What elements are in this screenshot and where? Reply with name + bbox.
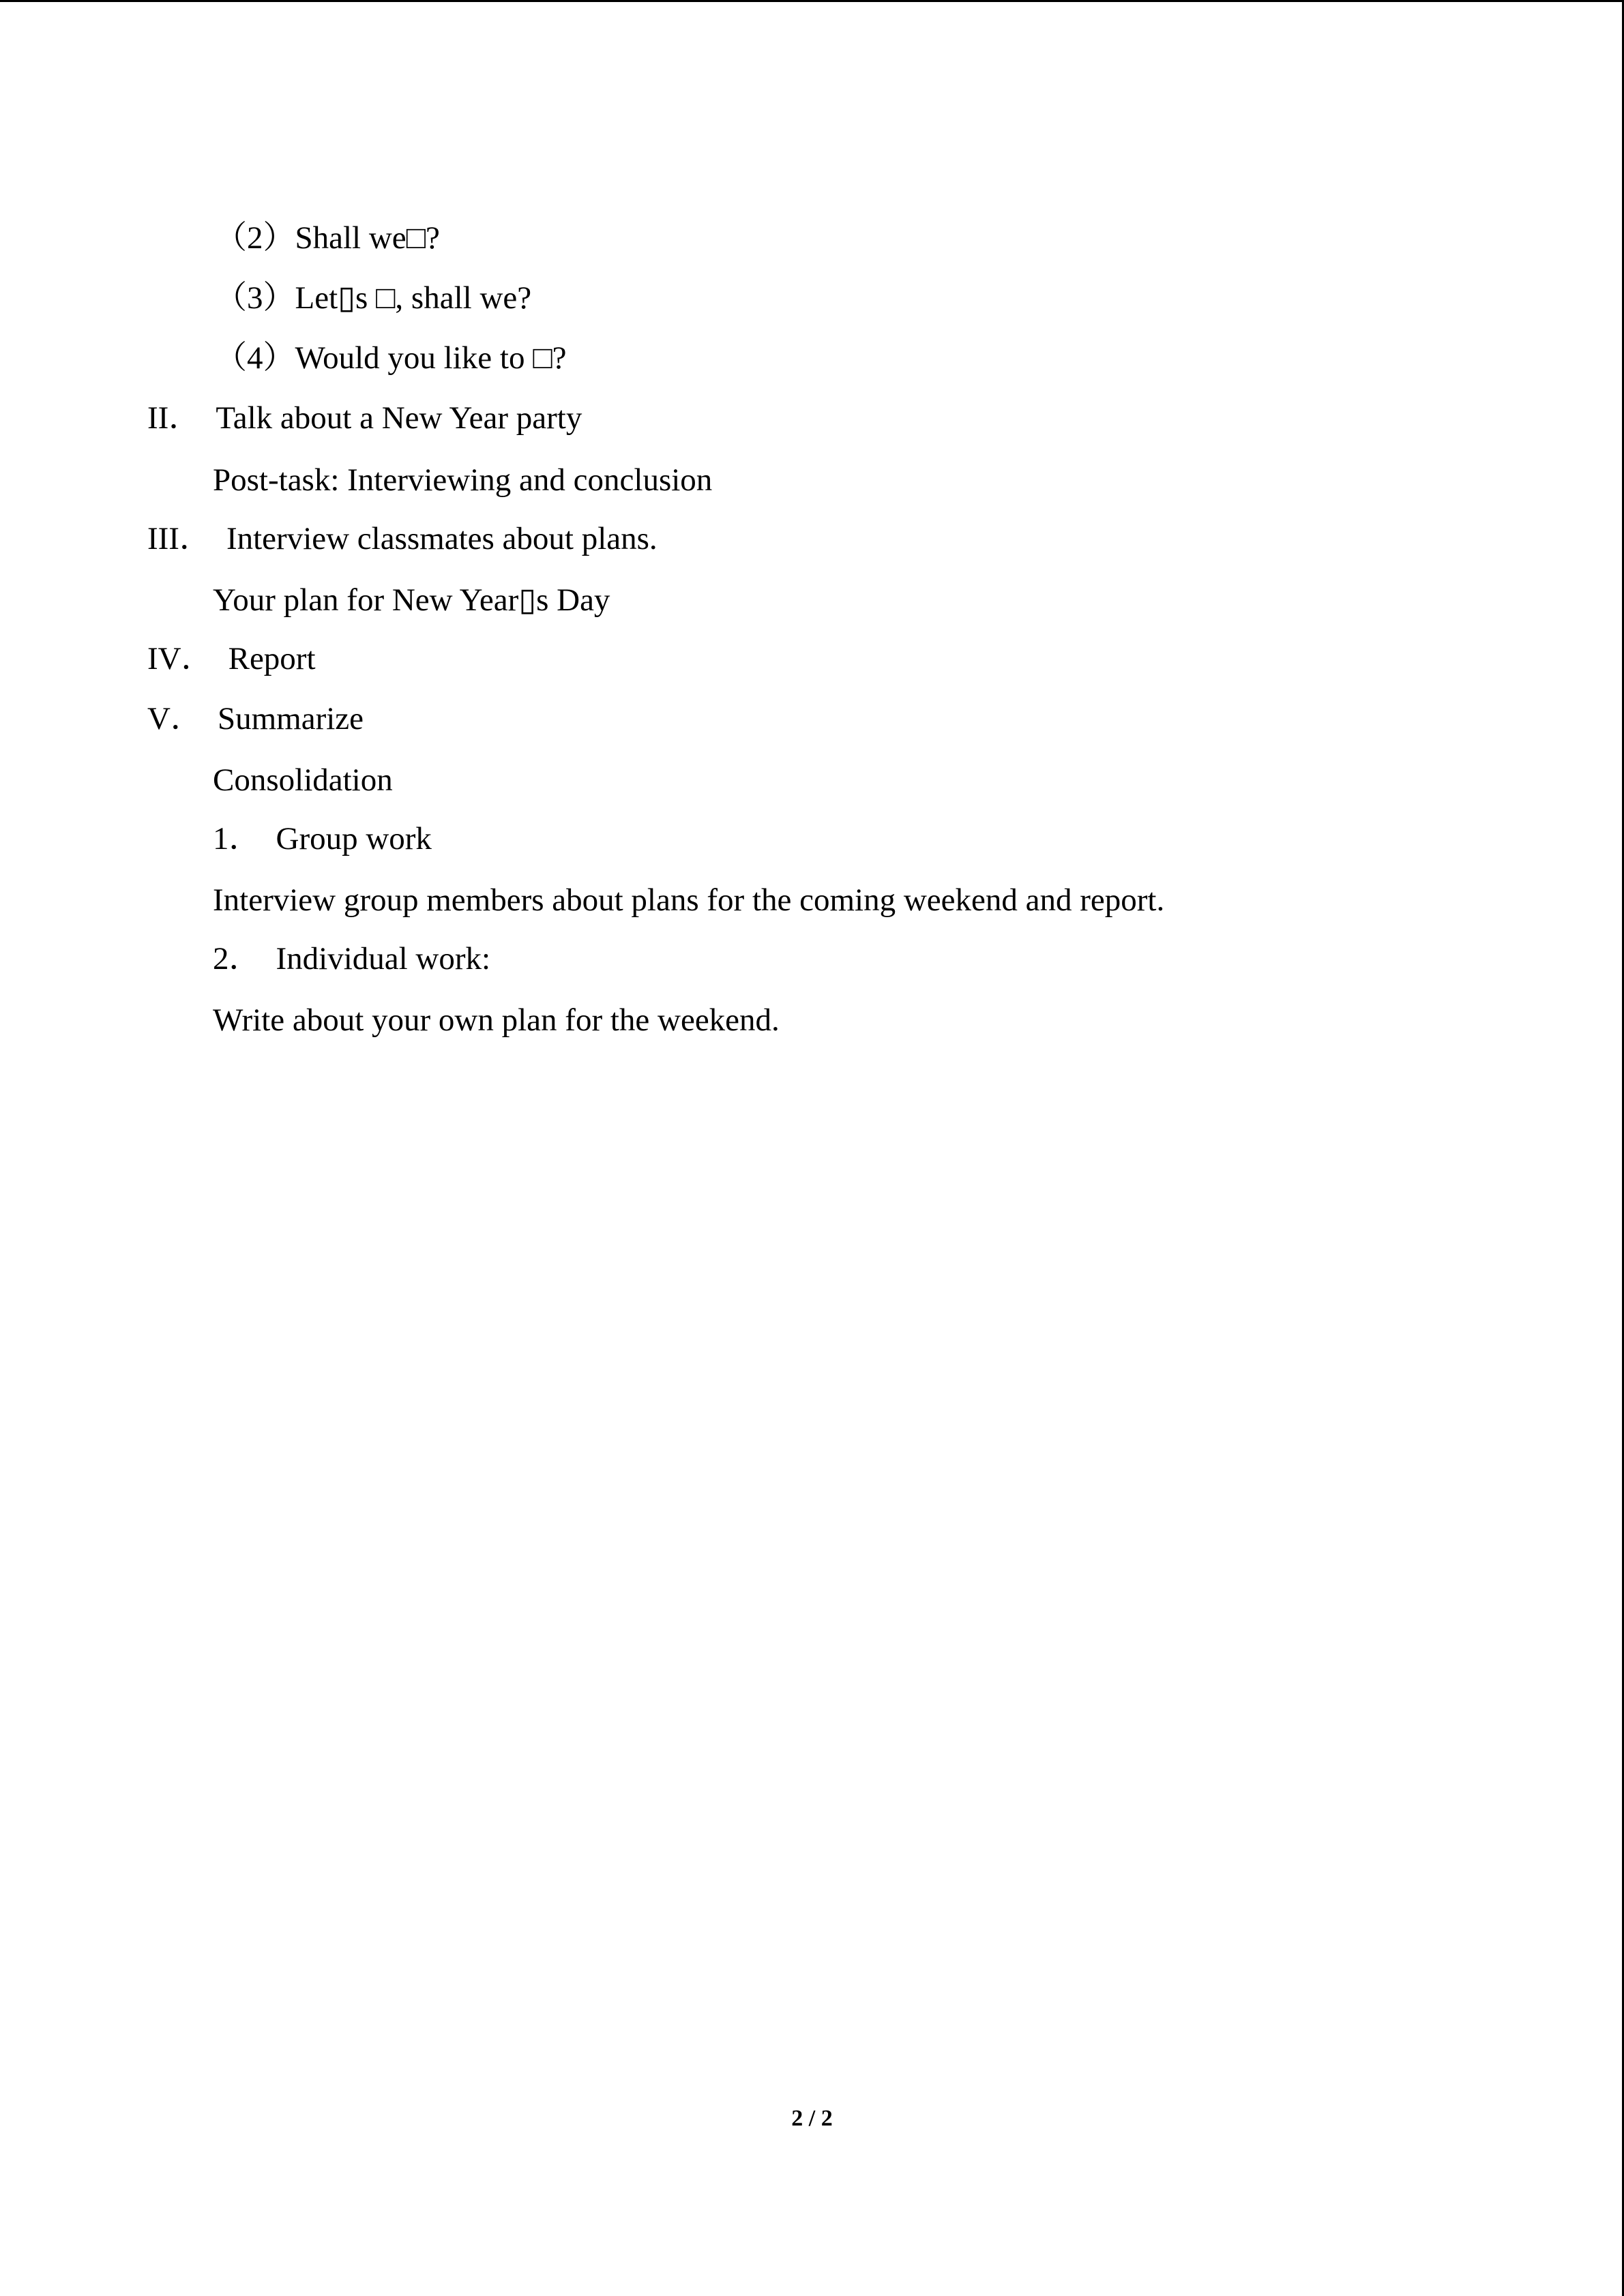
item-text: Shall we□?: [295, 220, 440, 256]
task-1-heading: [213, 820, 432, 858]
section-number: II．: [147, 400, 201, 436]
section-heading-ii: [147, 399, 582, 437]
section-heading-iii: [147, 520, 658, 558]
section-number: III．: [147, 521, 211, 556]
post-task-line: [213, 461, 712, 499]
sub-item-4: [215, 339, 566, 377]
task-1-description: [213, 881, 1164, 919]
paragraph-text: Interview group members about plans for the coming weekend and report.: [213, 882, 1165, 918]
sub-item-3: [215, 279, 531, 317]
paragraph-text: Your plan for New Year▯s Day: [213, 582, 610, 618]
task-number: 2．: [213, 941, 261, 976]
section-heading-iv: [147, 640, 316, 678]
section-number: IV．: [147, 641, 213, 676]
paragraph-text: Consolidation: [213, 762, 393, 798]
task-text: Individual work:: [276, 941, 491, 976]
consolidation-heading: [213, 761, 393, 799]
task-number: 1．: [213, 821, 261, 856]
item-text: Would you like to □?: [295, 340, 567, 376]
section-text: Talk about a New Year party: [216, 400, 582, 436]
section-text: Summarize: [217, 701, 364, 736]
item-number: （3）: [215, 280, 295, 316]
task-text: Group work: [276, 821, 432, 856]
section-heading-v: [147, 700, 364, 738]
sub-item-2: [215, 219, 440, 257]
item-number: （4）: [215, 340, 295, 376]
plan-line: [213, 581, 610, 619]
task-2-description: [213, 1001, 780, 1039]
section-text: Report: [228, 641, 316, 676]
section-text: Interview classmates about plans.: [226, 521, 658, 556]
item-text: Let▯s □, shall we?: [295, 280, 532, 316]
page-number: 2 / 2: [791, 2106, 833, 2131]
task-2-heading: [213, 940, 490, 978]
section-number: V．: [147, 701, 203, 736]
paragraph-text: Write about your own plan for the weekend.: [213, 1002, 780, 1038]
paragraph-text: Post-task: Interviewing and conclusion: [213, 462, 713, 498]
item-number: （2）: [215, 220, 295, 256]
